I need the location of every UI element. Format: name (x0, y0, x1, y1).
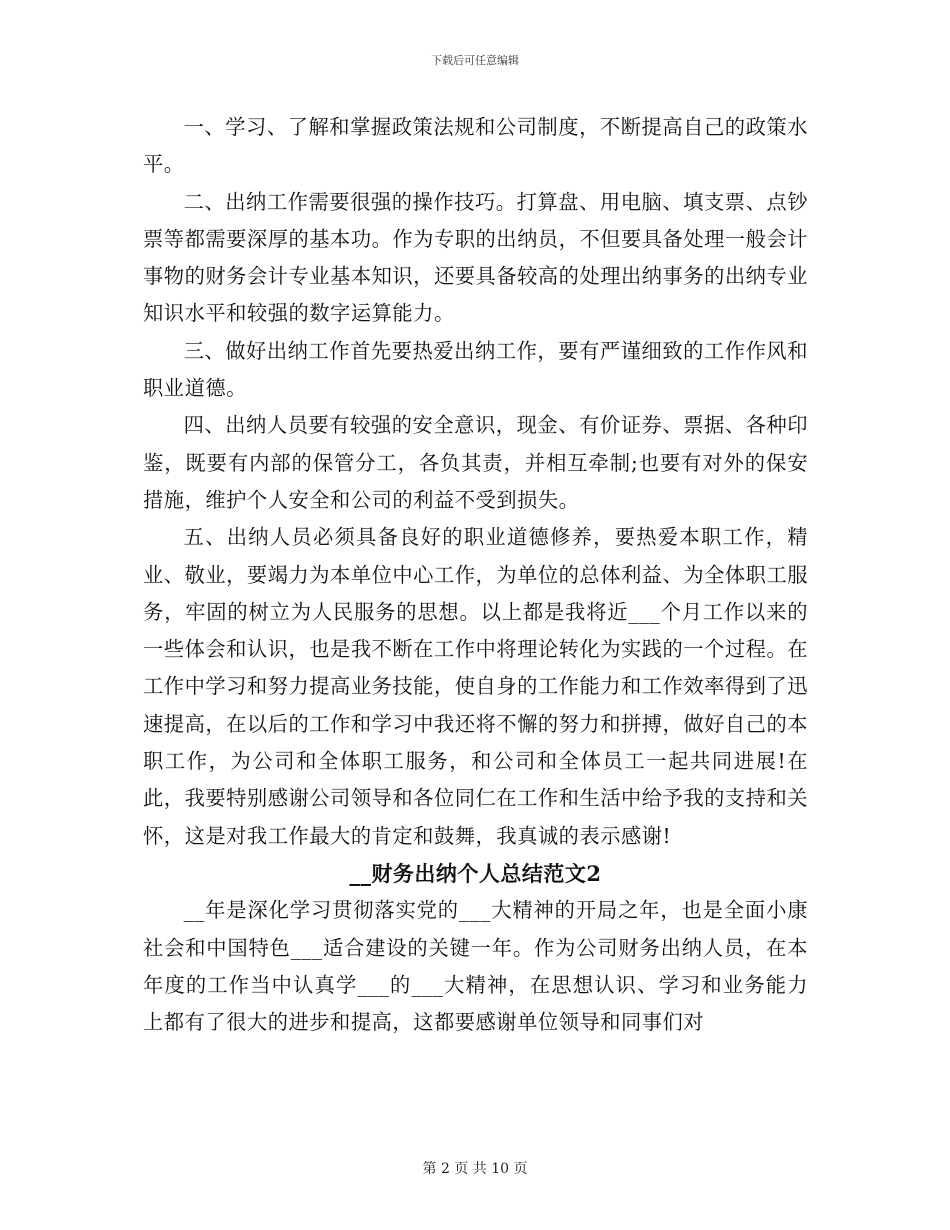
paragraph-3: 三、做好出纳工作首先要热爱出纳工作，要有严谨细致的工作作风和职业道德。 (143, 338, 808, 401)
paragraph-6: __年是深化学习贯彻落实党的___大精神的开局之年，也是全面小康社会和中国特色___适合建设的关键一年。作为公司财务出纳人员，在本年度的工作当中认真学___的___大精神，在思想认识、学习和业务能力上都有了很大的进步和提高，这都要感谢单位领导和同事们对 (143, 898, 808, 1035)
paragraph-1: 一、学习、了解和掌握政策法规和公司制度，不断提高自己的政策水平。 (143, 115, 808, 177)
paragraph-4: 四、出纳人员要有较强的安全意识，现金、有价证券、票据、各种印鉴，既要有内部的保管分工，各负其责，并相互牵制;也要有对外的保安措施，维护个人安全和公司的利益不受到损失。 (143, 413, 808, 512)
paragraph-5: 五、出纳人员必须具备良好的职业道德修养，要热爱本职工作，精业、敬业，要竭力为本单位中心工作，为单位的总体利益、为全体职工服务，牢固的树立为人民服务的思想。以上都是我将近___个月工作以来的一些体会和认识，也是我不断在工作中将理论转化为实践的一个过程。在工作中学习和努力提高业务技能，使自身的工作能力和工作效率得到了迅速提高，在以后的工作和学习中我还将不懈的努力和拼搏，做好自己的本职工作，为公司和全体职工服务，和公司和全体员工一起共同进展!在此，我要特别感谢公司领导和各位同仁在工作和生活中给予我的支持和关怀，这是对我工作最大的肯定和鼓舞，我真诚的表示感谢! (143, 525, 809, 848)
section-title: __财务出纳个人总结范文2 (349, 860, 602, 886)
page-header: 下载后可任意编辑 (431, 54, 519, 67)
document-body (143, 109, 808, 1041)
page-number: 第 2 页 共 10 页 (422, 1161, 528, 1177)
paragraph-2: 二、出纳工作需要很强的操作技巧。打算盘、用电脑、填支票、点钞票等都需要深厚的基本功。作为专职的出纳员，不但要具备处理一般会计事物的财务会计专业基本知识，还要具备较高的处理出纳事务的出纳专业知识水平和较强的数字运算能力。 (143, 189, 809, 326)
